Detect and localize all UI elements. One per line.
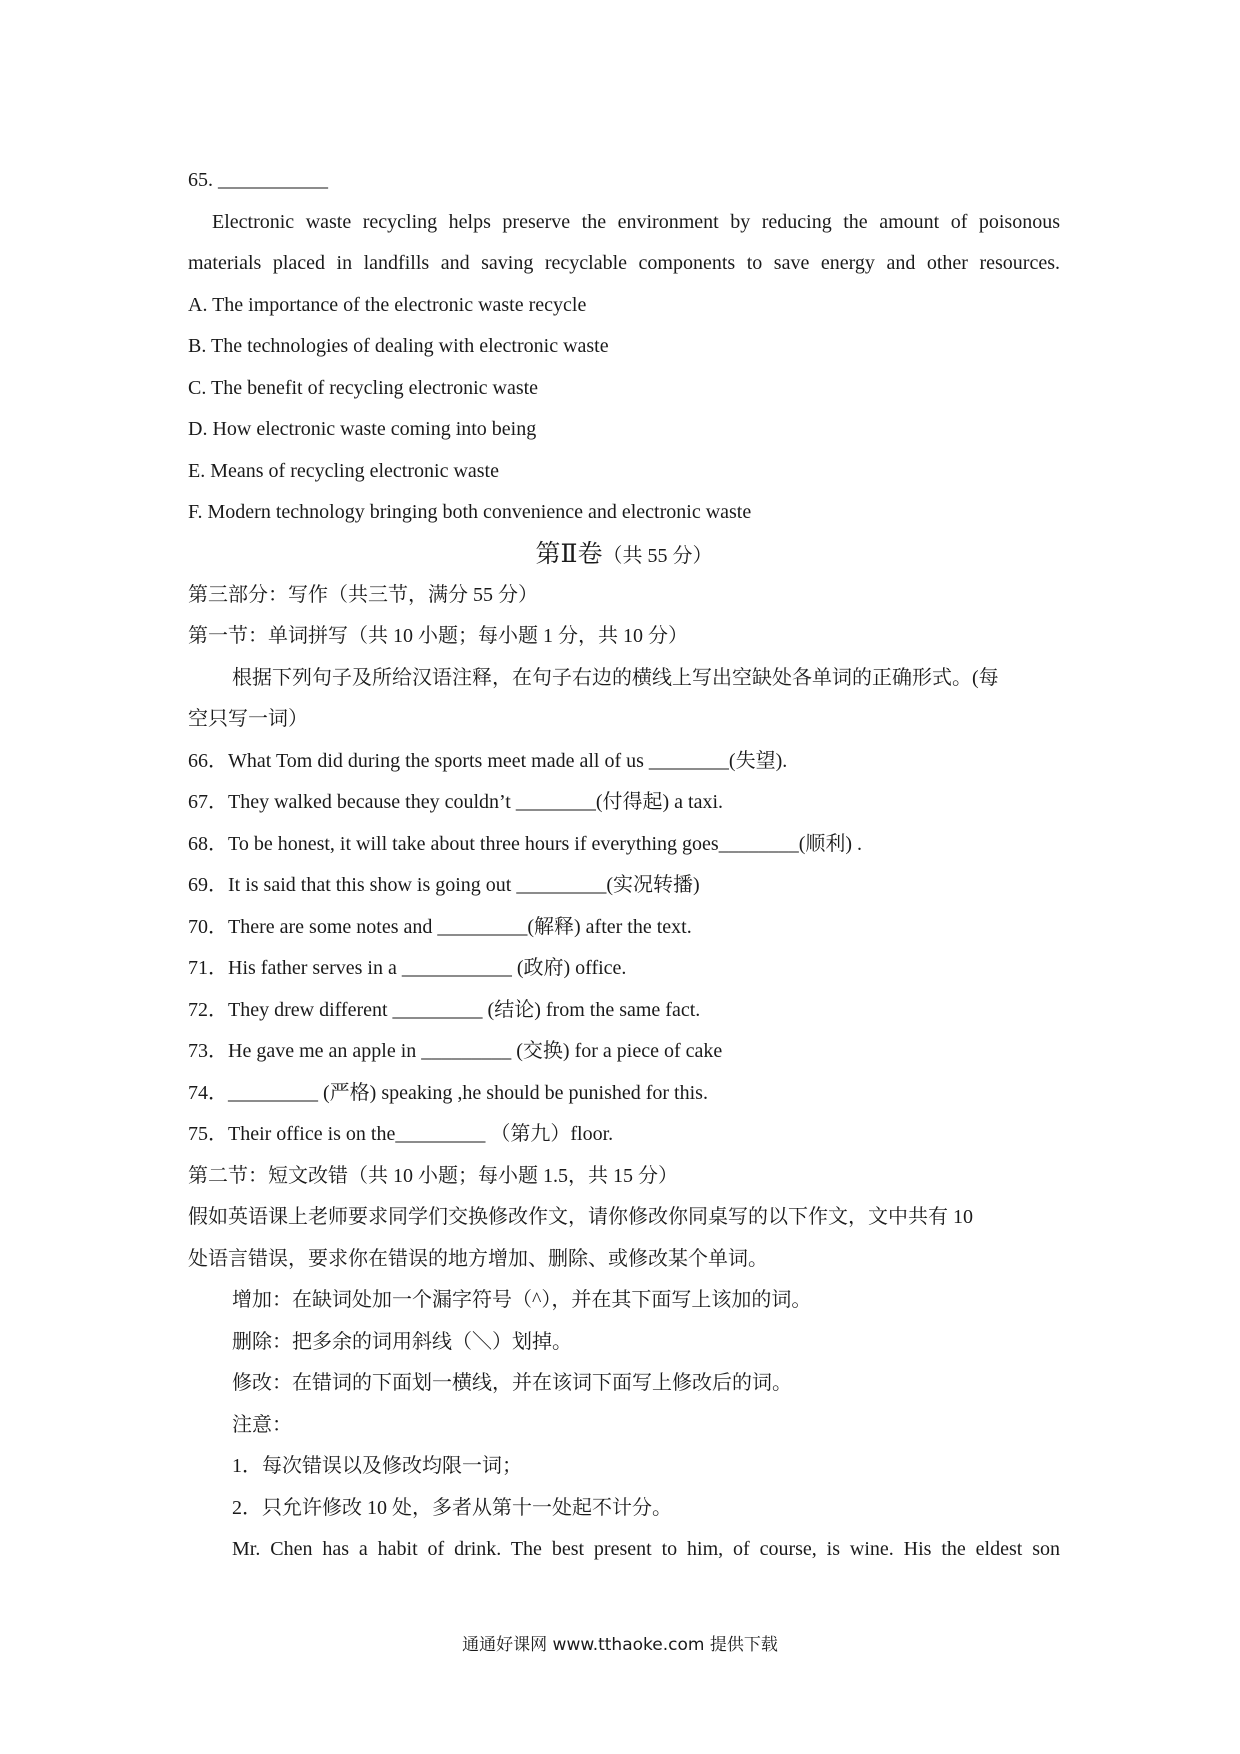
question-74: 74．_________ (严格) speaking ,he should be punished for this. <box>188 1081 708 1104</box>
option-b: B. The technologies of dealing with electronic waste <box>188 335 609 357</box>
section-1-header: 第一节：单词拼写（共 10 小题；每小题 1 分，共 10 分） <box>188 625 688 647</box>
section-1-instruction-line-2: 空只写一词） <box>188 708 308 730</box>
question-71: 71．His father serves in a ___________ (政府) office. <box>188 957 627 979</box>
rule-add: 增加：在缺词处加一个漏字符号（^），并在其下面写上该加的词。 <box>232 1289 812 1311</box>
rule-delete: 删除：把多余的词用斜线（＼）划掉。 <box>232 1330 572 1353</box>
option-a: A. The importance of the electronic waste recycle <box>188 293 587 316</box>
question-65-label: 65. ___________ <box>188 169 328 191</box>
part-3-header: 第三部分：写作（共三节，满分 55 分） <box>188 583 538 606</box>
section-2-instruction-line-2: 处语言错误，要求你在错误的地方增加、删除、或修改某个单词。 <box>188 1247 768 1270</box>
page-content <box>188 160 1060 1571</box>
page-footer: 通通好课网 www.tthaoke.com 提供下载 <box>462 1635 778 1655</box>
question-72: 72．They drew different _________ (结论) from the same fact. <box>188 998 701 1021</box>
volume-2-score: （共 55 分） <box>602 544 713 567</box>
question-73: 73．He gave me an apple in _________ (交换) for a piece of cake <box>188 1040 723 1062</box>
question-67: 67．They walked because they couldn’t ________(付得起) a taxi. <box>188 791 724 813</box>
question-75: 75．Their office is on the_________ （第九）floor. <box>188 1123 614 1145</box>
section-2-instruction-line-1: 假如英语课上老师要求同学们交换修改作文，请你修改你同桌写的以下作文，文中共有 10 <box>188 1206 973 1228</box>
essay-line-1: Mr. Chen has a habit of drink. The best present to him, of course, is wine. His the eldest son <box>232 1538 1060 1560</box>
rule-note-header: 注意： <box>232 1413 292 1436</box>
section-1-instruction-line-1: 根据下列句子及所给汉语注释，在句子右边的横线上写出空缺处各单词的正确形式。(每 <box>232 666 999 689</box>
option-d: D. How electronic waste coming into being <box>188 418 537 440</box>
question-68: 68．To be honest, it will take about three hours if everything goes________(顺利) . <box>188 832 863 855</box>
rule-note-2: 2．只允许修改 10 处，多者从第十一处起不计分。 <box>232 1496 672 1519</box>
question-70: 70．There are some notes and _________(解释) after the text. <box>188 915 692 938</box>
option-f: F. Modern technology bringing both convenience and electronic waste <box>188 501 752 523</box>
passage-line-1: Electronic waste recycling helps preserve the environment by reducing the amount of poisonous <box>212 210 1060 233</box>
volume-2-title-text: 第Ⅱ卷 <box>535 540 603 568</box>
section-2-header: 第二节：短文改错（共 10 小题；每小题 1.5，共 15 分） <box>188 1164 678 1187</box>
volume-2-title <box>188 534 1060 575</box>
option-e: E. Means of recycling electronic waste <box>188 459 499 482</box>
question-69: 69．It is said that this show is going out _________(实况转播) <box>188 874 700 896</box>
passage-line-2: materials placed in landfills and saving recyclable components to save energy and other resources. <box>188 252 1060 274</box>
rule-modify: 修改：在错词的下面划一横线，并在该词下面写上修改后的词。 <box>232 1372 792 1394</box>
question-66: 66．What Tom did during the sports meet made all of us ________(失望). <box>188 749 788 772</box>
option-c: C. The benefit of recycling electronic waste <box>188 376 539 399</box>
rule-note-1: 1．每次错误以及修改均限一词； <box>232 1455 522 1477</box>
